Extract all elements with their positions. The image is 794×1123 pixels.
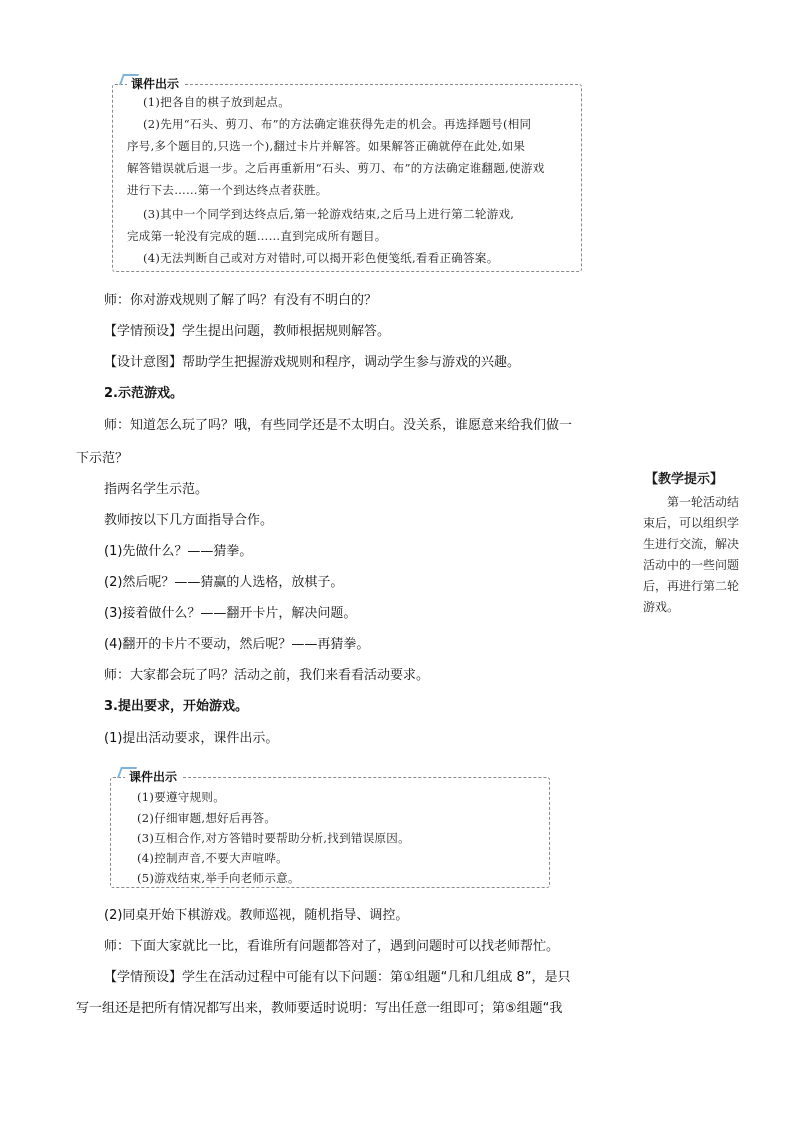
box-line: (2)先用“石头、剪刀、布”的方法确定谁获得先走的机会。再选择题号(相同 [143,117,532,131]
box-line: 序号,多个题目的,只选一个),翻过卡片并解答。如果解答正确就停在此处,如果 [127,139,526,153]
list-item: (1)先做什么？——猜拳。 [104,544,253,559]
box-line: (2)仔细审题,想好后再答。 [137,811,277,825]
box-line: (1)把各自的棋子放到起点。 [143,95,290,109]
teaching-tip-line: 生进行交流，解决 [643,537,740,551]
box-line: (4)无法判断自己或对方对错时,可以揭开彩色便笺纸,看看正确答案。 [143,251,499,265]
box-line: 完成第一轮没有完成的题……直到完成所有题目。 [127,229,387,243]
paragraph: 写一组还是把所有情况都写出来，教师要适时说明：写出任意一组即可；第⑤组题“我 [76,1001,563,1016]
teaching-tip-line: 游戏。 [643,600,680,614]
paragraph: 师：知道怎么玩了吗？哦，有些同学还是不太明白。没关系，谁愿意来给我们做一 [104,418,573,433]
courseware-box-1 [112,77,582,272]
paragraph: 【设计意图】帮助学生把握游戏规则和程序，调动学生参与游戏的兴趣。 [104,355,521,370]
courseware-label: 课件出示 [125,769,181,785]
paragraph: 【学情预设】学生在活动过程中可能有以下问题：第①组题“几和几组成 8”，是只 [104,970,571,985]
paragraph: 师：你对游戏规则了解了吗？有没有不明白的？ [104,293,378,308]
teaching-tip-title: 【教学提示】 [645,472,724,487]
teaching-tip-line: 后，再进行第二轮 [643,579,740,593]
box-line: 进行下去……第一个到达终点者获胜。 [127,183,328,197]
paragraph: 【学情预设】学生提出问题，教师根据规则解答。 [104,324,391,339]
paragraph: 下示范？ [76,451,129,466]
list-item: (4)翻开的卡片不要动，然后呢？——再猜拳。 [104,637,370,652]
box-line: (5)游戏结束,举手向老师示意。 [137,871,300,885]
list-item: (2)然后呢？——猜赢的人选格，放棋子。 [104,575,344,590]
box-line: (4)控制声音,不要大声喧哗。 [137,851,288,865]
courseware-box-2 [110,770,550,888]
section-heading: 2.示范游戏。 [104,386,183,401]
paragraph: 教师按以下几方面指导合作。 [104,513,274,528]
list-item: (3)接着做什么？——翻开卡片，解决问题。 [104,606,357,621]
teaching-tip-line: 束后，可以组织学 [643,516,740,530]
paragraph: (1)提出活动要求，课件出示。 [104,731,279,746]
section-heading: 3.提出要求，开始游戏。 [104,699,248,714]
paragraph: (2)同桌开始下棋游戏。教师巡视，随机指导、调控。 [104,908,409,923]
box-line: 解答错误就后退一步。之后再重新用“石头、剪刀、布”的方法确定谁翻题,使游戏 [127,161,545,175]
box-line: (3)互相合作,对方答错时要帮助分析,找到错误原因。 [137,831,410,845]
paragraph: 师：下面大家就比一比，看谁所有问题都答对了，遇到问题时可以找老师帮忙。 [104,939,560,954]
box-line: (3)其中一个同学到达终点后,第一轮游戏结束,之后马上进行第二轮游戏, [143,207,515,221]
paragraph: 指两名学生示范。 [104,482,209,497]
courseware-label: 课件出示 [127,76,183,92]
teaching-tip-line: 活动中的一些问题 [643,558,740,572]
paragraph: 师：大家都会玩了吗？活动之前，我们来看看活动要求。 [104,668,430,683]
teaching-tip-line: 第一轮活动结 [667,495,740,509]
box-line: (1)要遵守规则。 [137,790,225,804]
